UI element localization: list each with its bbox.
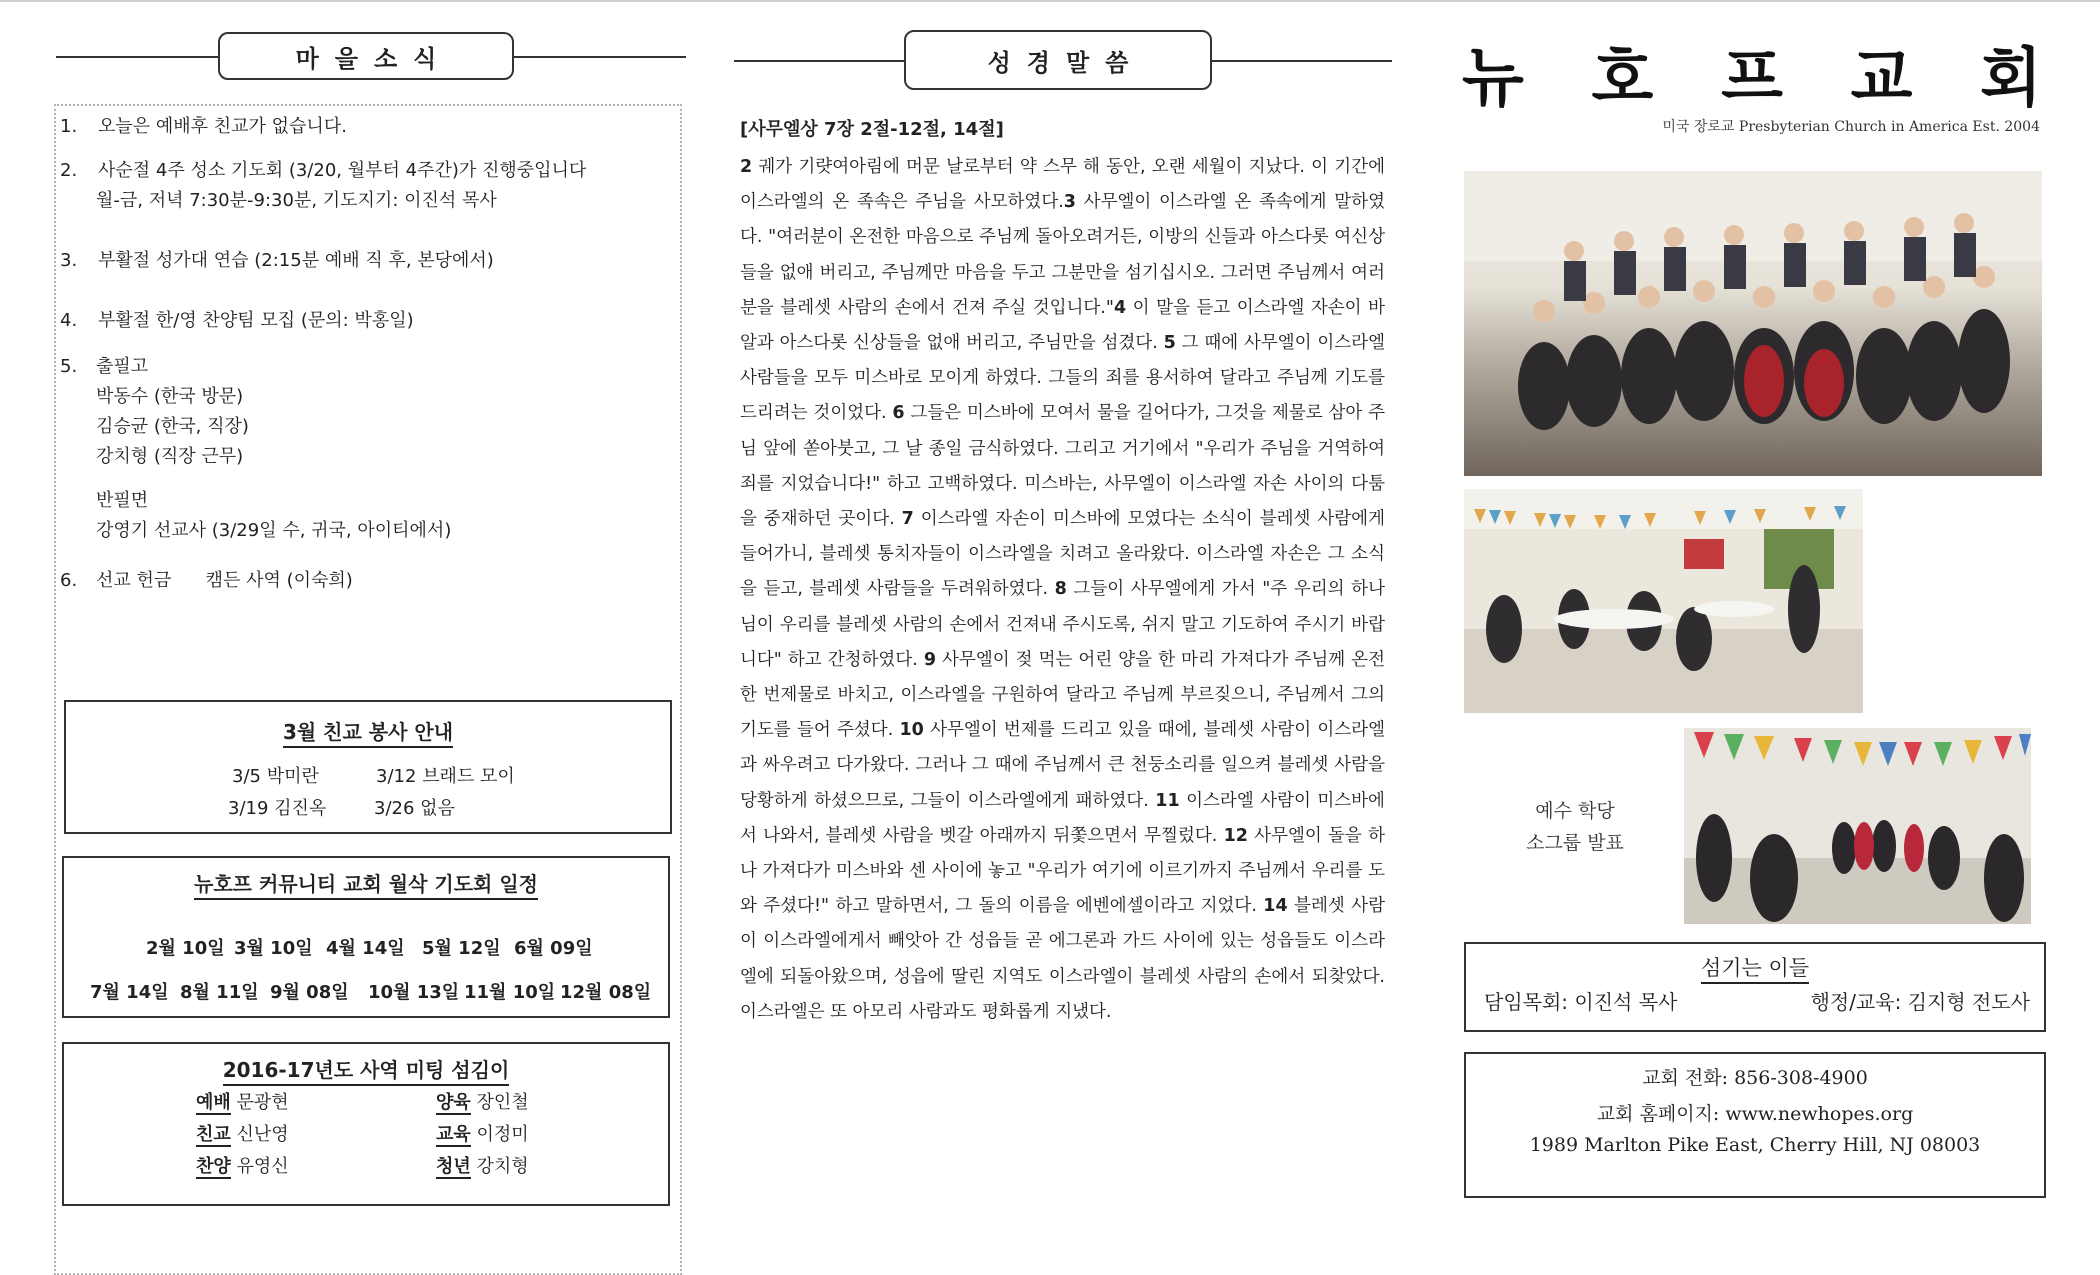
verse-number: 12 <box>1223 825 1248 846</box>
caption-line: 예수 학당 <box>1535 800 1615 822</box>
senior-pastor: 담임목회: 이진석 목사 <box>1484 990 1678 1014</box>
title-char: 교 <box>1850 42 1913 116</box>
service-entry: 3/5 박미란 <box>232 766 319 787</box>
church-homepage: 교회 홈페이지: www.newhopes.org <box>1596 1103 1914 1125</box>
news-number: 4. <box>60 310 78 331</box>
prayer-date: 2월 10일 <box>146 938 225 959</box>
group-photo <box>1464 171 2042 476</box>
ministry-entry: 청년 강치형 <box>436 1156 529 1177</box>
verse-number: 3 <box>1063 192 1076 213</box>
admin-education: 행정/교육: 김지형 전도사 <box>1810 990 2030 1014</box>
news-line: 선교 헌금 캠든 사역 (이숙희) <box>96 570 353 591</box>
verse-text: 이스라엘 사람이 미스바에서 나와서, 블레셋 사람을 벳갈 아래까지 뒤쫓으면서 무찔렀다. <box>740 790 1385 846</box>
section-heading-village-news: 마을소식 <box>218 32 514 80</box>
prayer-date: 12월 08일 <box>560 982 652 1003</box>
news-number: 2. <box>60 160 78 181</box>
prayer-date: 4월 14일 <box>326 938 405 959</box>
verse-number: 11 <box>1155 790 1180 811</box>
ministry-leaders-box <box>62 1042 670 1206</box>
title-char: 프 <box>1721 42 1783 116</box>
verse-number: 9 <box>923 649 937 670</box>
news-line: 출필고 <box>96 356 149 377</box>
classroom-photo <box>1464 489 1863 713</box>
prayer-date: 9월 08일 <box>270 982 349 1003</box>
small-group-photo-illustration <box>1684 728 2031 924</box>
prayer-schedule-box <box>62 856 670 1018</box>
news-number: 3. <box>60 250 78 271</box>
news-number: 1. <box>60 116 78 137</box>
prayer-date: 8월 11일 <box>180 982 259 1003</box>
ministry-entry: 찬양 유영신 <box>196 1156 289 1177</box>
fellowship-service-box <box>64 700 672 834</box>
verse-text: 이스라엘 자손이 미스바에 모였다는 소식이 블레셋 사람에게 들어가니, 블레셋 통치자들이 이스라엘을 치려고 올라왔다. 이스라엘 자손은 그 소식을 듣고, 블레셋 사람들을 두려워하였다. <box>740 509 1385 600</box>
title-char: 회 <box>1980 42 2042 116</box>
news-number: 6. <box>60 570 78 591</box>
verse-text: 블레셋 사람이 이스라엘에게서 빼앗아 간 성읍들 곧 에그론과 가드 사이에 있는 성읍들도 이스라엘에 되돌아왔으며, 성읍에 딸린 지역도 이스라엘이 블레셋 사람의 손에서 되찾았다. 이스라엘은 또 아모리 사람과도 평화롭게 지냈다. <box>740 896 1385 1022</box>
news-line: 강치형 (직장 근무) <box>96 446 244 467</box>
classroom-photo-illustration <box>1464 489 1863 713</box>
ministry-entry: 예배 문광현 <box>196 1092 289 1113</box>
church-subtitle: 미국 장로교 Presbyterian Church in America Est. 2004 <box>1662 119 2040 135</box>
prayer-date: 6월 09일 <box>514 938 593 959</box>
news-number: 5. <box>60 356 78 377</box>
top-border <box>0 0 2100 2</box>
verse-text: 사무엘이 이스라엘 온 족속에게 말하였다. "여러분이 온전한 마음으로 주님께 돌아오려거든, 이방의 신들과 아스다롯 여신상들을 없애 버리고, 주님께만 마음을 두고 그분만을 섬기십시오. 그러면 주님께서 여러분을 블레셋 사람의 손에서 건져 주실 것입니다." <box>740 192 1385 318</box>
prayer-date: 5월 12일 <box>422 938 501 959</box>
verse-number: 10 <box>899 720 924 741</box>
verse-number: 14 <box>1263 896 1288 917</box>
service-entry: 3/19 김진옥 <box>228 798 327 819</box>
scripture-passage <box>740 116 1385 1030</box>
news-line: 강영기 선교사 (3/29일 수, 귀국, 아이티에서) <box>96 520 452 541</box>
news-line: 반필면 <box>96 490 149 511</box>
prayer-date: 3월 10일 <box>234 938 313 959</box>
ministry-leaders-title: 2016-17년도 사역 미팅 섬김이 <box>64 1054 668 1083</box>
verse-text: 사무엘이 젖 먹는 어린 양을 한 마리 가져다가 주님께 온전한 번제물로 바치고, 이스라엘을 구원하여 달라고 주님께 부르짖으니, 주님께서 그의 기도를 들어 주셨다. <box>740 649 1385 741</box>
news-line: 박동수 (한국 방문) <box>96 386 244 407</box>
verse-text: 그들은 미스바에 모여서 물을 길어다가, 그것을 제물로 삼아 주님 앞에 쏟아붓고, 그 날 종일 금식하였다. 그리고 거기에서 "우리가 주님을 거역하여 죄를 지었습니다!" 하고 고백하였다. 미스바는, 사무엘이 이스라엘 자손 사이의 다툼을 중재하던 곳이다. <box>740 403 1385 530</box>
scripture-body <box>740 150 1385 1030</box>
verse-text: 이 말을 듣고 이스라엘 자손이 바알과 아스다롯 신상들을 없애 버리고, 주님만을 섬겼다. <box>740 297 1386 354</box>
church-name-title <box>1462 38 2042 116</box>
photo-caption <box>1500 795 1650 859</box>
verse-number: 7 <box>901 509 914 530</box>
servants-box <box>1464 942 2046 1032</box>
caption-line: 소그룹 발표 <box>1526 832 1624 854</box>
service-entry: 3/12 브래드 모이 <box>376 766 515 787</box>
verse-text: 사무엘이 돌을 하나 가져다가 미스바와 센 사이에 놓고 "우리가 여기에 이르기까지 주님께서 우리를 도와 주셨다!" 하고 말하면서, 그 돌의 이름을 에벤에셀이라고 지었다. <box>740 825 1385 917</box>
ministry-entry: 교육 이정미 <box>436 1124 529 1145</box>
news-line: 사순절 4주 성소 기도회 (3/20, 월부터 4주간)가 진행중입니다 <box>98 160 587 181</box>
service-entry: 3/26 없음 <box>374 798 455 819</box>
fellowship-service-title: 3월 친교 봉사 안내 <box>66 716 670 745</box>
verse-text: 그들이 사무엘에게 가서 "주 우리의 하나님이 우리를 블레셋 사람의 손에서 건져내 주시도록, 쉬지 말고 기도하여 주시기 바랍니다" 하고 간청하였다. <box>740 579 1385 670</box>
title-char: 호 <box>1591 42 1654 116</box>
scripture-reference: [사무엘상 7장 2절-12절, 14절] <box>740 119 1004 140</box>
verse-text: 그 때에 사무엘이 이스라엘 사람들을 모두 미스바로 모이게 하였다. 그들의 죄를 용서하여 달라고 주님께 기도를 드리려는 것이었다. <box>740 333 1385 424</box>
news-line: 오늘은 예배후 친교가 없습니다. <box>98 116 347 137</box>
verse-number: 5 <box>1163 333 1176 354</box>
verse-number: 8 <box>1054 579 1067 600</box>
verse-text: 궤가 기럇여아림에 머문 날로부터 약 스무 해 동안, 오랜 세월이 지났다. 이 기간에 이스라엘의 온 족속은 주님을 사모하였다. <box>740 157 1385 213</box>
prayer-date: 11월 10일 <box>464 982 556 1003</box>
church-address: 1989 Marlton Pike East, Cherry Hill, NJ 08003 <box>1529 1134 1981 1156</box>
church-phone: 교회 전화: 856-308-4900 <box>1642 1067 1868 1089</box>
prayer-date: 10월 13일 <box>368 982 460 1003</box>
news-line: 부활절 한/영 찬양팀 모집 (문의: 박홍일) <box>98 310 414 331</box>
group-photo-illustration <box>1464 171 2042 476</box>
ministry-entry: 친교 신난영 <box>196 1124 289 1145</box>
section-heading-scripture: 성경말씀 <box>904 30 1212 90</box>
news-line: 월-금, 저녁 7:30분-9:30분, 기도지기: 이진석 목사 <box>96 190 497 211</box>
news-line: 부활절 성가대 연습 (2:15분 예배 직 후, 본당에서) <box>98 250 494 271</box>
prayer-schedule-title: 뉴호프 커뮤니티 교회 월삭 기도회 일정 <box>64 868 668 897</box>
ministry-entry: 양육 장인철 <box>436 1092 529 1113</box>
verse-text: 사무엘이 번제를 드리고 있을 때에, 블레셋 사람이 이스라엘과 싸우려고 다가왔다. 그러나 그 때에 주님께서 큰 천둥소리를 일으켜 블레셋 사람을 당황하게 하셨으므로, 그들이 이스라엘에게 패하였다. <box>740 720 1385 811</box>
prayer-date: 7월 14일 <box>90 982 169 1003</box>
news-line: 김승균 (한국, 직장) <box>96 416 249 437</box>
verse-number: 6 <box>892 403 905 424</box>
small-group-photo <box>1684 728 2031 924</box>
verse-number: 4 <box>1113 297 1127 318</box>
servants-title: 섬기는 이들 <box>1466 952 2044 982</box>
verse-number: 2 <box>740 157 753 177</box>
title-char: 뉴 <box>1462 42 1524 116</box>
